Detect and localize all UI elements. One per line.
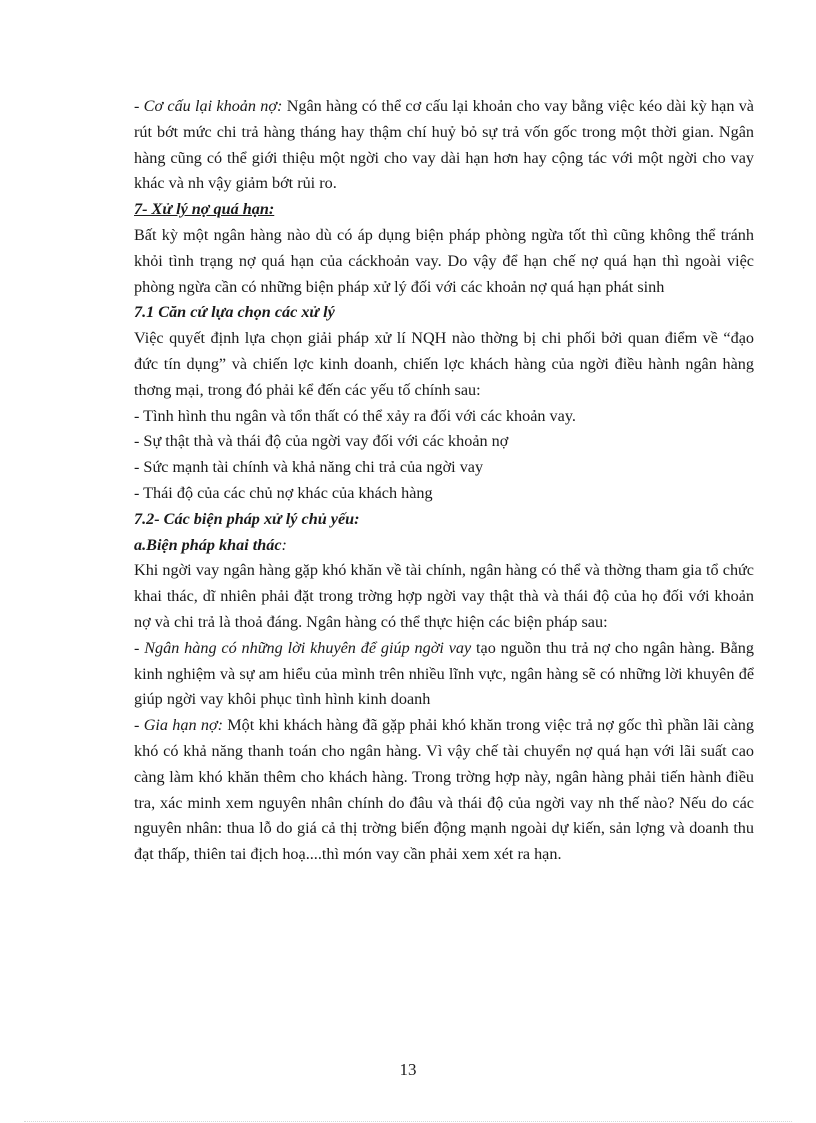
paragraph-advice <box>134 636 754 713</box>
page-number: 13 <box>399 1060 417 1079</box>
extension-text: Một khi khách hàng đã gặp phải khó khăn trong việc trả nợ gốc thì phần lãi càng khó có khả năng thanh toán cho ngân hàng. Vì vậy chế tài chuyển nợ quá hạn với lãi suất cao càng làm khó khăn thêm cho khách hàng. Trong trờng hợp này, ngân hàng phải tiến hành điều tra, xác minh xem nguyên nhân chính do đâu và thái độ của ngời vay nh thế nào? Nếu do các nguyên nhân: thua lỗ do giá cả thị trờng biến động mạnh ngoài dự kiến, sản lợng và doanh thu đạt thấp, thiên tai địch hoạ....thì món vay cần phải xem xét ra hạn. <box>134 716 754 864</box>
heading-main-measures: 7.2- Các biện pháp xử lý chủ yếu: <box>134 509 360 528</box>
advice-lead: - Ngân hàng có những lời khuyên để giúp ngời vay <box>134 638 472 657</box>
paragraph-selection-basis: Việc quyết định lựa chọn giải pháp xử lí NQH nào thờng bị chi phối bởi quan điểm về “đạo đức tín dụng” và chiến lợc kinh doanh, chiến lợc khách hàng của ngời điều hành ngân hàng thơng mại, trong đó phải kể đến các yếu tố chính sau: <box>134 329 754 399</box>
list-item: - Tình hình thu ngân và tổn thất có thể xảy ra đối với các khoản vay. <box>134 406 576 425</box>
list-item: - Sự thật thà và thái độ của ngời vay đối với các khoản nợ <box>134 432 509 451</box>
exploitation-colon: : <box>281 535 287 554</box>
paragraph-exploitation: Khi ngời vay ngân hàng gặp khó khăn về tài chính, ngân hàng có thể và thờng tham gia tổ chức khai thác, dĩ nhiên phải đặt trong trờng hợp ngời vay thật thà và thái độ của họ đối với khoản nợ và chi trả là thoả đáng. Ngân hàng có thể thực hiện các biện pháp sau: <box>134 561 754 631</box>
paragraph-extension <box>134 713 754 868</box>
list-item: - Thái độ của các chủ nợ khác của khách hàng <box>134 483 433 502</box>
extension-lead: - Gia hạn nợ: <box>134 716 223 735</box>
list-item: - Sức mạnh tài chính và khả năng chi trả của ngời vay <box>134 458 484 477</box>
paragraph-overdue-intro: Bất kỳ một ngân hàng nào dù có áp dụng biện pháp phòng ngừa tốt thì cũng không thể tránh khỏi tình trạng nợ quá hạn của cáckhoản vay. Do vậy để hạn chế nợ quá hạn thì ngoài việc phòng ngừa cần có những biện pháp xử lý đối với các khoản nợ quá hạn phát sinh <box>134 225 754 296</box>
heading-selection-basis: 7.1 Căn cứ lựa chọn các xử lý <box>134 303 335 322</box>
heading-exploitation <box>134 533 754 559</box>
document-body <box>134 94 754 868</box>
heading-overdue-debt: 7- Xử lý nợ quá hạn: <box>134 200 275 219</box>
factor-list <box>134 404 754 507</box>
footer-divider <box>24 1121 792 1122</box>
advice-text: tạo nguồn thu trả nợ cho ngân hàng. Bằng kinh nghiệm và sự am hiểu của mình trên nhiều lĩnh vực, ngân hàng sẽ có những lời khuyên để giúp ngời vay khôi phục tình hình kinh doanh <box>134 638 754 709</box>
restructure-text: Ngân hàng có thể cơ cấu lại khoản cho vay bằng việc kéo dài kỳ hạn và rút bớt mức chi trả hàng tháng hay thậm chí huỷ bỏ sự trả vốn gốc trong một thời gian. Ngân hàng cũng có thể giới thiệu một ngời cho vay dài hạn hơn hay cộng tác với một ngời cho vay khác và nh vậy giảm bớt rủi ro. <box>134 97 754 193</box>
exploitation-title: a.Biện pháp khai thác <box>134 535 282 554</box>
restructure-lead: - Cơ cấu lại khoản nợ: <box>134 97 283 115</box>
paragraph-restructure <box>134 94 754 197</box>
